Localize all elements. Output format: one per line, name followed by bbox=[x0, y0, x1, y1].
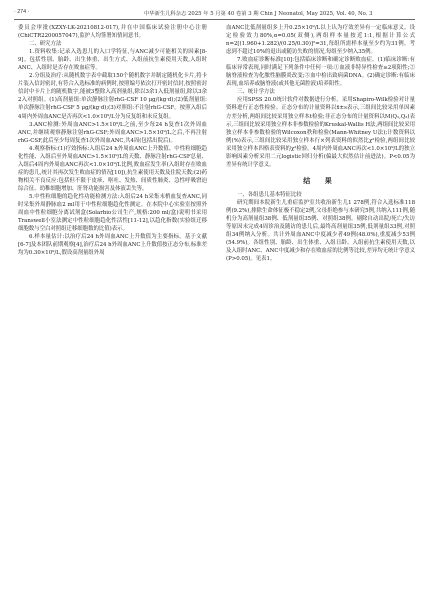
body-paragraph: 委员会审批(XZXY-LK-20210812-017),并在中国临床试验注册中心注册(ChiCTR2200057047),监护人均签署知情同意书。 bbox=[18, 25, 207, 40]
section-heading: 三、统计学方法 bbox=[237, 89, 275, 96]
body-paragraph: 血ANC比低剂量组多上升0.25×10⁹/L以上认为疗效差异有一定临床意义。设定检验效力80%,α=0.05(双侧),两组样本量按近1:1,根据计算公式n=2[(1.960+1.282)/(0.25/0.30)]²=31,每组所需样本量至少约为31例。考虑到不超过10%的退出或随访失败的情况,每组至少纳入35例。 bbox=[226, 25, 415, 56]
body-paragraph: 5.中性粒细胞的趋化性功能检测方法:入组后24 h采集末梢血复查ANC,同时采集外周静脉血2 ml用于中性粒细胞趋化性测定。在本院中心实验室按照外周血中性粒细胞分离试剂盒(Solarbio公司生产,规格:200 ml/盒)说明书采用Transwell小室法测定中性粒细胞趋化性活性[11-12],以趋化指数(实验组迁移细胞数与空白对照组迁移细胞数的比值)表示。 bbox=[18, 193, 207, 233]
section-heading: 二、研究方法 bbox=[29, 41, 62, 48]
body-paragraph: 应用SPSS 20.0统计软件对数据进行分析。采用Shapiro-Wilk检验对计量资料进行正态性检验。正态分布的计量资料以x̄±s表示,三组间比较采用单因素方差分析,两组间比较采用独立样本t检验;非正态分布的计量资料以M(Q₁,Q₃)表示,三组间比较采用独立样本非参数检验的Kruskal-Wallis H法,两组间比较采用独立样本非参数检验的Wilcoxon秩和检验(Mann-Whitney U法);计数资料以例(%)表示,三组间比较采用独立样本行×列表资料的似然比χ²检验,两组间比较采用独立样本四格表资料的χ²检验。4周内外周血ANC再次<1.0×10⁹/L的独立影响因素分析采用二元logistic回归分析(偏最大似然估计前进法)。P<0.05为差异有统计学意义。 bbox=[226, 97, 415, 168]
running-header bbox=[14, 7, 415, 20]
left-column bbox=[18, 24, 207, 257]
body-paragraph: 研究期间本院新生儿重症监护室共收治新生儿1 278例,符合入选标准118例(9.2%),排除生命体征极不稳定2例,父母拒绝参与本研究5例,共纳入111例,随机分为高剂量组38例、低剂量组35例、对照组38例。剔除自动出院/死亡/失访等原因未完成4周诊治及随访的患儿后,最终高剂量组35例,低剂量组33例,对照组34例纳入分析。共计外周血ANC中度减少者49例(48.0%),重度减少53例(54.9%)。各组性别、胎龄、出生体重、入组日龄、入组前抗生素使用天数,以及入组时ANC、ANC中度减少和存在败血症的比例等比较,差异均无统计学意义(P>0.05)。见表1。 bbox=[226, 199, 415, 263]
body-paragraph: 3.ANC检测:外周血ANC>1.5×10⁹/L之前,至少每24 h复查1次外周血ANC,并继续观察静脉注射rhG-CSF;外周血ANC>1.5×10⁹/L之后,不再注射rhG-CSF,此后至少每周复查1次外周血ANC,共4周(包括出院后)。 bbox=[18, 121, 207, 144]
body-paragraph: 7.败血症诊断标准[10]:包括临床诊断和确定诊断败血症。(1)临床诊断:有临床异常表现,同时满足下列条件中任何一项:①血液非特异性检查≥2项阳性;②脑脊液检查为化脓性脑膜炎改变;③血中检出致病菌DNA。(2)确定诊断:有临床表现,血培养或脑脊液(或其他无菌腔液)培养阳性。 bbox=[226, 57, 415, 88]
section-heading: 一、各组患儿基本特征比较 bbox=[237, 191, 302, 198]
body-paragraph: 6.样本量估计:以治疗后24 h外周血ANC上升数值为主要指标。基于文献[6-7]及本团队前期观察[4],治疗后24 h外周血ANC上升数值按正态分布,标准差均为0.30×10⁹/L,假设高剂量组外周 bbox=[18, 234, 207, 257]
body-paragraph: 2.分组及治疗:从随机数字表中截取150个随机数字并制定随机化卡片,将卡片装入信封密封,有符合入选标准的病例时,按照编号依次打开密封信封,按照密封信封中卡片上的随机数字,能被3整除入高剂量组,除以3余1入低剂量组,除以3余2入对照组。(1)高剂量组:单次静脉注射rhG-CSF 10 μg/(kg·d);(2)低剂量组:单次静脉注射rhG-CSF 5 μg/(kg·d);(3)对照组:不注射rhG-CSF。按照入组后4周内外周血ANC是否再次<1.0×10⁹/L分为反复组和未反复组。 bbox=[18, 73, 207, 120]
body-paragraph: 1.资料收集:记录入选患儿的入口学特征,与ANC减少可能相关的因素[8-9]。包括性别、胎龄、出生体重、出生方式、入组前抗生素使用天数,入组时ANC、入组时是否存在败血症等。 bbox=[18, 49, 207, 72]
right-column bbox=[226, 24, 415, 263]
results-title: 结 果 bbox=[303, 175, 338, 185]
body-paragraph: 4.观察指标:(1)疗效指标:入组后24 h外周血ANC上升数值、中性粒细胞趋化性能、入组后至外周血ANC>1.5×10⁹/L的天数、静脉注射rhG-CSF总量、入组后4周内外周血ANC再次<1.0×10⁹/L比例,败血症发生率(入组时存在败血症的患儿,统计其再次发生败血症的情况[10]),抗生素使用天数及住院天数;(2)药物相关不良反应:包括但不限于皮疹、呕吐、发热、间质性肺炎、急性呼吸窘迫综合征、幼稚细胞增加、肝肾功能损害及体液丢失等。 bbox=[18, 145, 207, 192]
journal-citation: 中华新生儿科杂志 2025 年 5 月第 40 卷第 3 期 Chin J Neonatol, May 2025, Vol. 40, No. 3 bbox=[144, 11, 373, 17]
page-number: · 274 · bbox=[14, 9, 30, 15]
